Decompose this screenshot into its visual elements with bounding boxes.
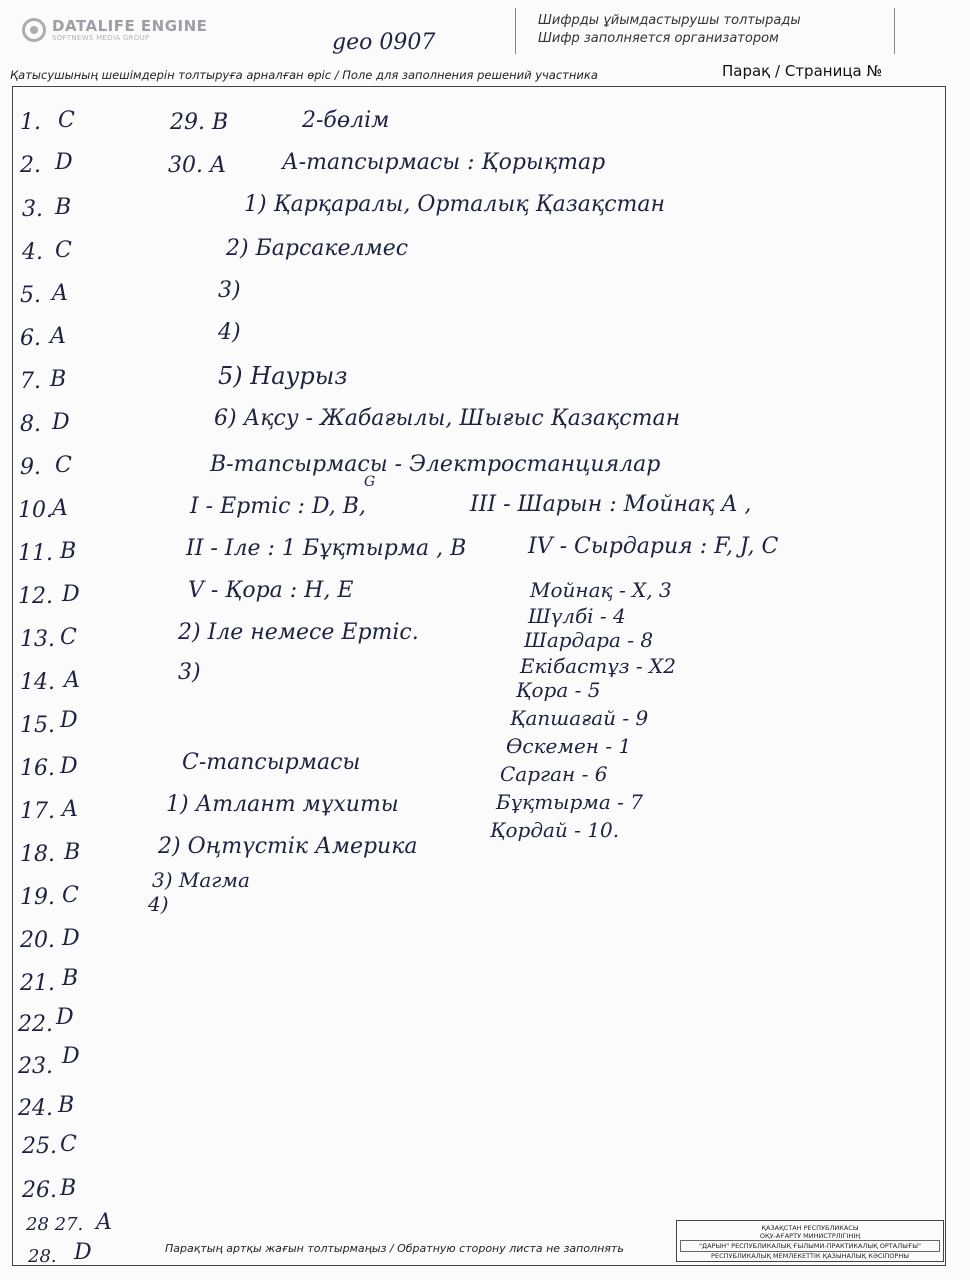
station-item: Шардара - 8	[524, 628, 654, 652]
stamp-line: ҚАЗАҚСТАН РЕСПУБЛИКАСЫ	[761, 1224, 859, 1232]
station-item: Мойнақ - X, 3	[530, 578, 672, 602]
task-b-row: V - Қора : H, E	[188, 578, 354, 603]
answer-value: C	[60, 1132, 77, 1157]
page-number-label: Парақ / Страница №	[722, 62, 883, 80]
answer-number: 7.	[20, 369, 41, 394]
task-b-row: III - Шарын : Мойнақ A ,	[470, 492, 752, 517]
logo-subtitle: SOFTNEWS MEDIA GROUP	[52, 33, 150, 42]
answer-value: D	[62, 926, 80, 951]
task-b-row: 3)	[178, 660, 201, 685]
answer-value: B	[55, 195, 72, 220]
answer-number: 18.	[20, 842, 55, 867]
task-b-row: 2) Іле немесе Ертіс.	[178, 620, 419, 645]
answer-number: 25.	[22, 1134, 57, 1159]
field-label: Қатысушының шешімдерін толтыруға арналған өріс / Поле для заполнения решений участника	[10, 68, 598, 82]
answer-number: 14.	[20, 670, 55, 695]
task-b-row: II - Іле : 1 Бұқтырма , B	[186, 536, 467, 561]
participant-code: geo 0907	[332, 30, 436, 55]
station-item: Сарган - 6	[500, 762, 608, 786]
task-a-item: 4)	[218, 320, 241, 345]
answer-value: A	[64, 668, 80, 693]
answer-30: 30. A	[168, 153, 226, 178]
answer-value: D	[56, 1005, 74, 1030]
station-item: Қора - 5	[516, 678, 601, 702]
answer-number: 22.	[18, 1012, 53, 1037]
answer-value: C	[55, 238, 72, 263]
answer-value: B	[60, 539, 77, 564]
station-item: Қордай - 10.	[490, 818, 620, 842]
answer-number: 10.	[18, 498, 53, 523]
answer-value: A	[50, 324, 66, 349]
answer-frame	[12, 86, 946, 1266]
answer-value: C	[60, 625, 77, 650]
task-a-title: А-тапсырмасы : Қорықтар	[282, 150, 606, 175]
answer-number: 20.	[20, 928, 55, 953]
answer-value: A	[62, 797, 78, 822]
answer-number: 2.	[20, 153, 41, 178]
task-c-title: С-тапсырмасы	[182, 750, 361, 775]
cipher-label-kz: Шифрды ұйымдастырушы толтырады	[538, 13, 801, 28]
answer-number: 8.	[20, 412, 41, 437]
station-item: Бұқтырма - 7	[496, 790, 643, 814]
task-b-row: IV - Сырдария : F, J, C	[528, 534, 779, 559]
task-a-item: 1) Қарқаралы, Орталық Қазақстан	[244, 192, 665, 217]
answer-value: D	[62, 582, 80, 607]
answer-value: B	[62, 966, 79, 991]
answer-number: 28.	[28, 1246, 57, 1267]
answer-number: 6.	[20, 326, 41, 351]
section-2-title: 2-бөлім	[302, 108, 390, 133]
cipher-label-ru: Шифр заполняется организатором	[538, 31, 779, 46]
station-item: Өскемен - 1	[506, 734, 632, 758]
answer-number: 12.	[18, 584, 53, 609]
answer-number: 9.	[20, 455, 41, 480]
task-a-item: 2) Барсакелмес	[226, 236, 409, 261]
task-a-item: 6) Ақсу - Жабағылы, Шығыс Қазақстан	[214, 406, 681, 431]
answer-value: B	[58, 1093, 75, 1118]
logo-title: DATALIFE ENGINE	[52, 16, 208, 35]
answer-number: 5.	[20, 283, 41, 308]
answer-number: 19.	[20, 885, 55, 910]
answer-number: 16.	[20, 756, 55, 781]
task-c-item: 1) Атлант мұхиты	[166, 792, 399, 817]
stamp-line: РЕСПУБЛИКАЛЫҚ МЕМЛЕКЕТТІК ҚАЗЫНАЛЫҚ КӘСІПОРНЫ	[711, 1252, 909, 1260]
task-c-item: 4)	[148, 892, 169, 916]
station-item: Шүлбі - 4	[528, 604, 626, 628]
answer-value: D	[74, 1240, 92, 1265]
task-a-item: 5) Наурыз	[218, 362, 348, 390]
answer-number: 3.	[22, 197, 43, 222]
answer-number: 26.	[22, 1178, 57, 1203]
task-b-row: I - Ертіс : D, B,	[190, 494, 366, 519]
watermark-logo	[22, 18, 207, 42]
task-c-item: 3) Магма	[152, 868, 250, 892]
official-stamp	[676, 1220, 944, 1262]
answer-value: B	[60, 1176, 77, 1201]
answer-number: 24.	[18, 1096, 53, 1121]
task-a-item: 3)	[218, 278, 241, 303]
answer-number: 15.	[20, 713, 55, 738]
answer-value: D	[55, 150, 73, 175]
answer-number: 13.	[20, 627, 55, 652]
station-item: Қапшағай - 9	[510, 706, 649, 730]
answer-number: 17.	[20, 799, 55, 824]
answer-number: 1.	[20, 110, 41, 135]
answer-value: B	[64, 840, 81, 865]
cipher-box	[515, 8, 895, 54]
answer-number: 23.	[18, 1054, 53, 1079]
answer-value: D	[52, 410, 70, 435]
answer-29: 29. B	[170, 110, 229, 135]
task-b-title: В-тапсырмасы - Электростанциялар	[210, 452, 661, 477]
answer-value: C	[55, 453, 72, 478]
answer-number: 4.	[22, 240, 43, 265]
answer-value: D	[62, 1044, 80, 1069]
task-c-item: 2) Оңтүстік Америка	[158, 834, 418, 859]
answer-value: A	[96, 1210, 112, 1235]
answer-value: B	[50, 367, 67, 392]
answer-value: A	[52, 281, 68, 306]
station-item: Екібастұз - X2	[520, 654, 676, 678]
answer-number: 21.	[20, 971, 55, 996]
stamp-line: "ДАРЫН" РЕСПУБЛИКАЛЫҚ ҒЫЛЫМИ-ПРАКТИКАЛЫҚ ОРТАЛЫҒЫ"	[680, 1240, 940, 1252]
stamp-line: ОҚУ-АҒАРТУ МИНИСТРЛІГІНІҢ	[759, 1232, 861, 1240]
logo-icon	[22, 18, 46, 42]
answer-value: D	[60, 708, 78, 733]
answer-number: 28 27.	[26, 1214, 84, 1235]
answer-number: 11.	[18, 541, 53, 566]
answer-value: A	[52, 496, 68, 521]
answer-value: D	[60, 754, 78, 779]
answer-value: C	[58, 108, 75, 133]
task-b-superscript: G	[364, 474, 376, 490]
footer-note: Парақтың артқы жағын толтырмаңыз / Обратную сторону листа не заполнять	[165, 1242, 624, 1255]
answer-value: C	[62, 883, 79, 908]
